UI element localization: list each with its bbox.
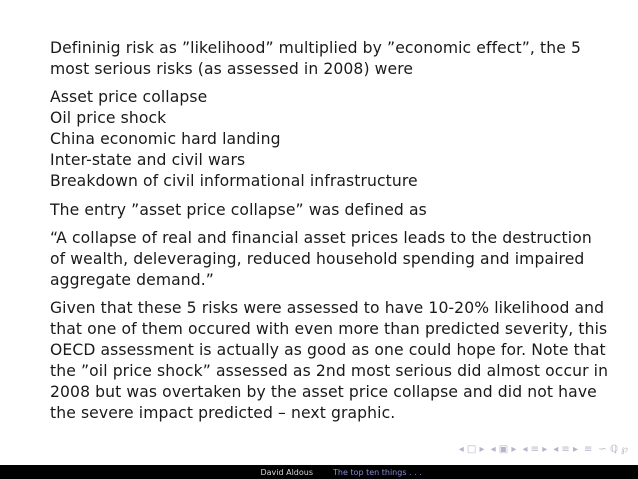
intro-text: Defininig risk as ”likelihood” multiplied by ”economic effect”, the 5 most serious risks (as assessed in 2008) were <box>50 39 582 78</box>
conclusion-text: Given that these 5 risks were assessed to have 10-20% likelihood and that one of them occured with even more than predicted severity, this OECD assessment is actually as good as one could hope for. Note that the ”oil price shock” assessed as 2nd most serious did almost occur in 2008 but was overtaken by the asset price collapse and did not have the severe impact predicted – next graphic. <box>50 299 609 422</box>
nav-prev-frame-icon[interactable]: ◂ ▣ ▸ <box>490 444 517 455</box>
footer-bar <box>0 465 638 479</box>
nav-prev-section-icon[interactable]: ◂ ≡ ▸ <box>522 444 548 455</box>
beamer-navigation <box>459 443 628 457</box>
footer-title: The top ten things . . . <box>333 467 422 477</box>
list-item: China economic hard landing <box>50 130 281 148</box>
list-item: Inter-state and civil wars <box>50 151 246 169</box>
footer-author: David Aldous <box>260 467 313 477</box>
nav-first-icon[interactable]: ◂ □ ▸ <box>458 444 485 455</box>
slide-body <box>50 38 610 431</box>
nav-next-section-icon[interactable]: ◂ ≡ ▸ <box>553 444 579 455</box>
definition-quote: “A collapse of real and financial asset prices leads to the destruction of wealth, deleveraging, reduced household spending and impaired aggregate demand.” <box>50 229 592 289</box>
nav-search-icon[interactable]: ∽ ℚ ℘ <box>598 444 628 455</box>
risk-list <box>50 87 610 192</box>
list-item: Oil price shock <box>50 109 167 127</box>
nav-align-icon[interactable]: ≡ <box>584 444 593 455</box>
list-item: Asset price collapse <box>50 88 208 106</box>
list-item: Breakdown of civil informational infrastructure <box>50 172 418 190</box>
definition-intro: The entry ”asset price collapse” was defined as <box>50 201 427 219</box>
